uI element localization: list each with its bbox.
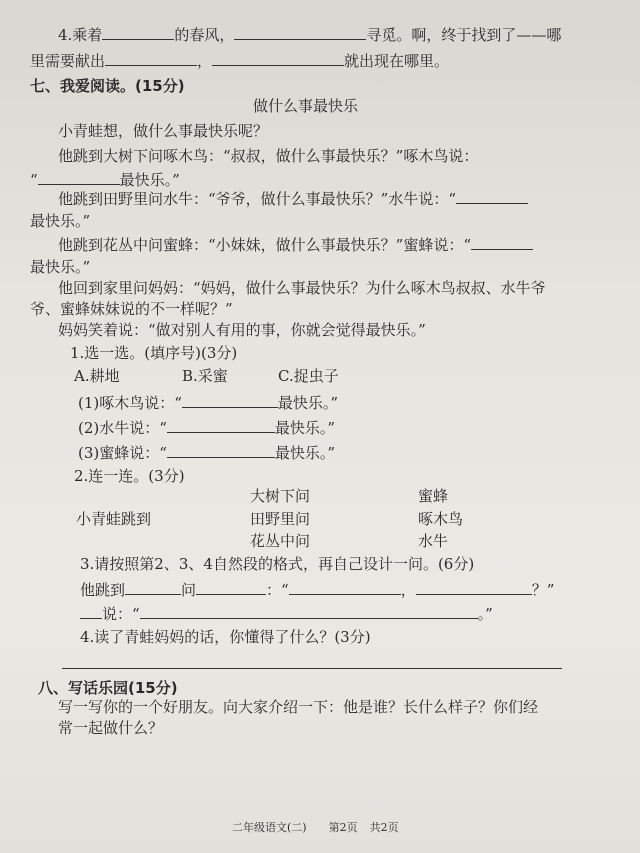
footer: 二年级语文(二) 第2页 共2页: [232, 821, 399, 834]
story-p1: 小青蛙想，做什么事最快乐呢？: [58, 122, 269, 140]
q4-prompt: 4.读了青蛙妈妈的话，你懂得了什么？(3分): [80, 628, 371, 646]
q2-place[interactable]: 花丛中问: [250, 532, 311, 550]
q2-animal[interactable]: 水牛: [418, 532, 449, 550]
story-p2-l2: “ 最快乐。”: [30, 171, 180, 189]
answer-blank[interactable]: [182, 392, 278, 408]
story-p5-l1: 他回到家里问妈妈：“妈妈，做什么事最快乐？为什么啄木鸟叔叔、水牛爷: [58, 279, 546, 297]
story-p2-l1: 他跳到大树下问啄木鸟：“叔叔，做什么事最快乐？”啄木鸟说：: [58, 147, 479, 165]
story-p3-l1: 他跳到田野里问水牛：“爷爷，做什么事最快乐？”水牛说：“: [58, 188, 528, 209]
story-p4-l2: 最快乐。”: [30, 258, 91, 276]
answer-blank[interactable]: [234, 24, 366, 40]
answer-blank[interactable]: [38, 169, 120, 185]
q2-prompt: 2.连一连。(3分): [74, 467, 185, 485]
q1-option-b: B.采蜜: [182, 367, 228, 385]
answer-blank[interactable]: [456, 188, 528, 204]
section8-heading: 八、写话乐园(15分): [38, 679, 178, 697]
section8-l2: 常一起做什么？: [58, 719, 164, 737]
answer-blank[interactable]: [80, 603, 102, 619]
q2-animal[interactable]: 啄木鸟: [418, 510, 464, 528]
answer-blank[interactable]: [212, 50, 344, 66]
answer-blank[interactable]: [105, 50, 197, 66]
q1-prompt: 1.选一选。(填序号)(3分): [70, 344, 238, 362]
answer-blank[interactable]: [102, 24, 174, 40]
q2-place[interactable]: 田野里问: [250, 510, 311, 528]
q4-answer-line[interactable]: [62, 668, 562, 669]
q2-subject: 小青蛙跳到: [76, 510, 152, 528]
story-p4-l1: 他跳到花丛中问蜜蜂：“小妹妹，做什么事最快乐？”蜜蜂说：“: [58, 234, 533, 255]
top-q4-line1: 4.乘着 的春风， 寻觅。啊，终于找到了——哪: [58, 26, 562, 44]
q1-option-c: C.捉虫子: [278, 367, 339, 385]
section8-l1: 写一写你的一个好朋友。向大家介绍一下：他是谁？长什么样子？你们经: [58, 698, 539, 716]
top-q4-line2: 里需要献出 ， 就出现在哪里。: [30, 52, 450, 70]
answer-blank[interactable]: [289, 579, 401, 595]
q2-animal[interactable]: 蜜蜂: [418, 487, 449, 505]
q1-item3: (3)蜜蜂说：“ 最快乐。”: [78, 444, 336, 462]
answer-blank[interactable]: [125, 579, 181, 595]
answer-blank[interactable]: [416, 579, 532, 595]
answer-blank[interactable]: [167, 442, 275, 458]
answer-blank[interactable]: [471, 234, 533, 250]
q1-option-a: A.耕地: [74, 367, 120, 385]
story-p3-l2: 最快乐。”: [30, 212, 91, 230]
story-p5-l2: 爷、蜜蜂妹妹说的不一样呢？”: [30, 300, 233, 318]
q3-prompt: 3.请按照第2、3、4自然段的格式，再自己设计一问。(6分): [80, 555, 475, 573]
q2-place[interactable]: 大树下问: [250, 487, 311, 505]
story-title: 做什么事最快乐: [253, 97, 359, 115]
q3-line2: 说：“ 。”: [80, 603, 493, 624]
q1-item1: (1)啄木鸟说：“ 最快乐。”: [78, 394, 339, 412]
section7-heading: 七、我爱阅读。(15分): [30, 77, 185, 95]
answer-blank[interactable]: [196, 579, 266, 595]
q3-line1: 他跳到 问 ：“ ， ？”: [80, 581, 555, 599]
q1-item2: (2)水牛说：“ 最快乐。”: [78, 419, 336, 437]
story-p6: 妈妈笑着说：“做对别人有用的事，你就会觉得最快乐。”: [58, 321, 426, 339]
answer-blank[interactable]: [140, 603, 478, 619]
answer-blank[interactable]: [167, 417, 275, 433]
